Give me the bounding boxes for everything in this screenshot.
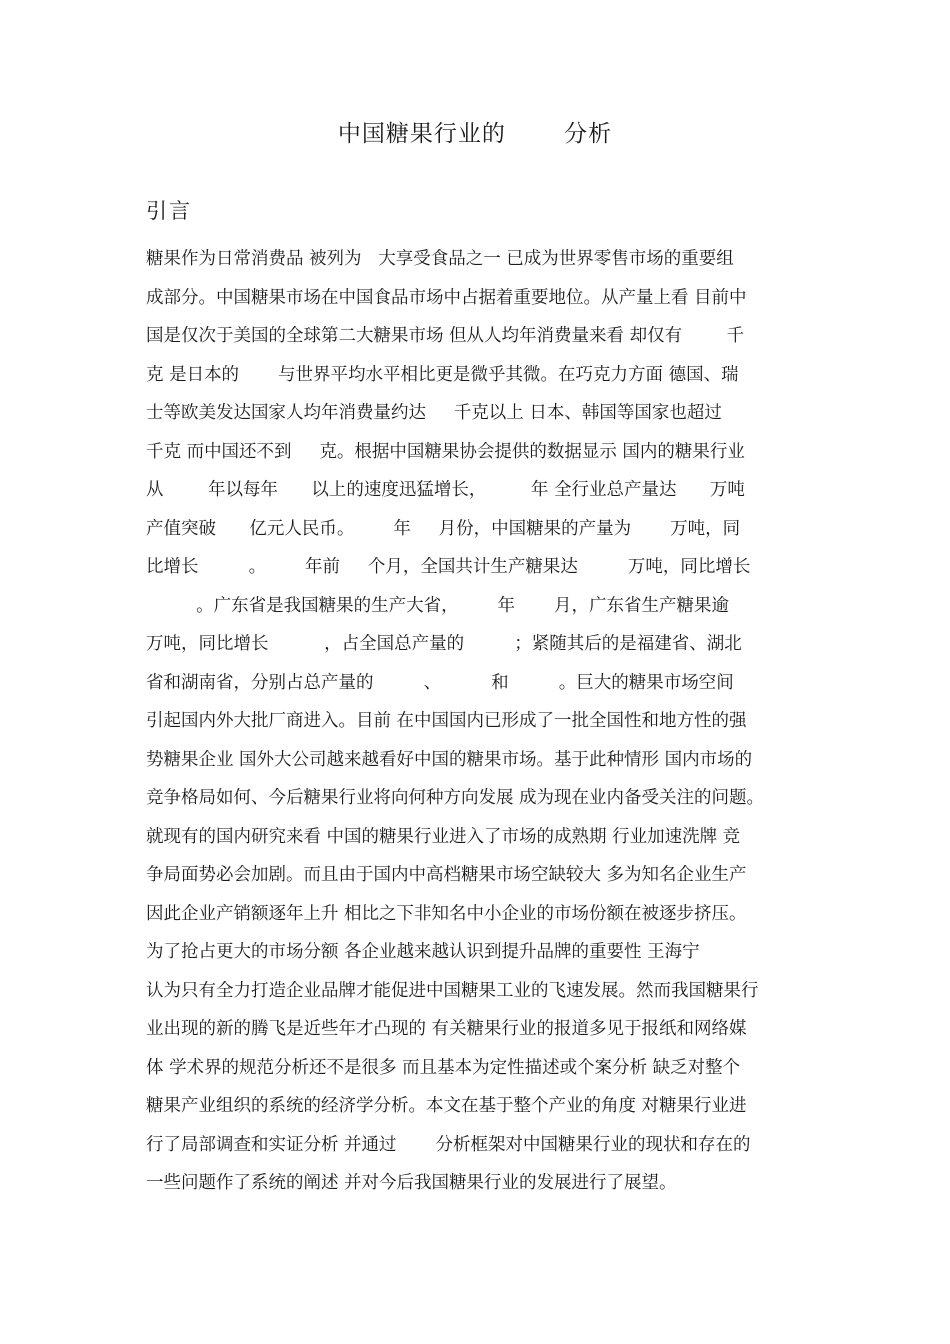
paragraph-line: 糖果产业组织的系统的经济学分析。本文在基于整个产业的角度 对糖果行业进 xyxy=(146,1096,747,1116)
paragraph-line: 业出现的新的腾飞是近些年才凸现的 有关糖果行业的报道多见于报纸和网络媒 xyxy=(146,1019,747,1039)
body-paragraph xyxy=(146,244,816,1207)
paragraph-line: 产值突破 亿元人民币。 年 月份，中国糖果的产量为 万吨，同 xyxy=(146,518,741,539)
paragraph-line: 竞争格局如何、今后糖果行业将向何种方向发展 成为现在业内备受关注的问题。 xyxy=(146,788,765,808)
paragraph-line: 认为只有全力打造企业品牌才能促进中国糖果工业的飞速发展。然而我国糖果行 xyxy=(146,980,759,1001)
paragraph-line: 一些问题作了系统的阐述 并对今后我国糖果行业的发展进行了展望。 xyxy=(146,1173,677,1193)
paragraph-line: 成部分。中国糖果市场在中国食品市场中占据着重要地位。从产量上看 目前中 xyxy=(146,287,747,308)
paragraph-line: 比增长 。 年前 个月，全国共计生产糖果达 万吨，同比增长 xyxy=(146,557,751,577)
paragraph-line: 因此企业产销额逐年上升 相比之下非知名中小企业的市场份额在被逐步挤压。 xyxy=(146,903,747,924)
paragraph-line: 行了局部调查和实证分析 并通过 分析框架对中国糖果行业的现状和存在的 xyxy=(146,1134,751,1155)
paragraph-line: 争局面势必会加剧。而且由于国内中高档糖果市场空缺较大 多为知名企业生产 xyxy=(146,865,747,885)
paragraph-line: 引起国内外大批厂商进入。目前 在中国国内已形成了一批全国性和地方性的强 xyxy=(146,711,747,731)
paragraph-line: 从 年以每年 以上的速度迅猛增长， 年 全行业总产量达 万吨 xyxy=(146,480,745,500)
paragraph-line: 为了抢占更大的市场分额 各企业越来越认识到提升品牌的重要性 王海宁 xyxy=(146,942,700,962)
paragraph-line: 克 是日本的 与世界平均水平相比更是微乎其微。在巧克力方面 德国、瑞 xyxy=(146,364,739,385)
document-title: 中国糖果行业的 分析 xyxy=(337,121,613,147)
paragraph-line: 就现有的国内研究来看 中国的糖果行业进入了市场的成熟期 行业加速洗牌 竞 xyxy=(146,826,741,847)
paragraph-line: 士等欧美发达国家人均年消费量约达 千克以上 日本、韩国等国家也超过 xyxy=(146,403,722,423)
paragraph-line: 势糖果企业 国外大公司越来越看好中国的糖果市场。基于此种情形 国内市场的 xyxy=(146,749,753,770)
section-heading-introduction: 引言 xyxy=(146,199,192,223)
paragraph-line: 千克 而中国还不到 克。根据中国糖果协会提供的数据显示 国内的糖果行业 xyxy=(146,441,745,462)
paragraph-line: 省和湖南省，分别占总产量的 、 和 。巨大的糖果市场空间 xyxy=(146,672,734,693)
paragraph-line: 糖果作为日常消费品 被列为 大享受食品之一 已成为世界零售市场的重要组 xyxy=(146,249,734,269)
paragraph-line: 体 学术界的规范分析还不是很多 而且基本为定性描述或个案分析 缺乏对整个 xyxy=(146,1057,741,1078)
paragraph-line: 。广东省是我国糖果的生产大省， 年 月，广东省生产糖果逾 xyxy=(146,595,729,616)
paragraph-line: 万吨，同比增长 ，占全国总产量的 ；紧随其后的是福建省、湖北 xyxy=(146,634,742,654)
paragraph-line: 国是仅次于美国的全球第二大糖果市场 但从人均年消费量来看 却仅有 千 xyxy=(146,326,745,346)
